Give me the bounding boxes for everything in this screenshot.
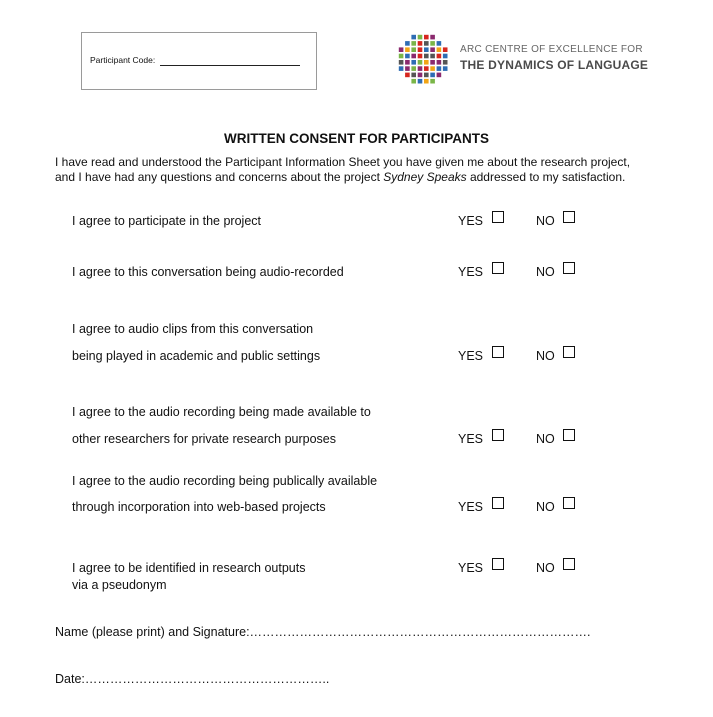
name-signature-field[interactable]: Name (please print) and Signature:……………………………………………………………………….: [55, 625, 591, 639]
logo-tile: [399, 47, 404, 52]
logo-tile: [430, 41, 435, 46]
logo-tile: [424, 54, 429, 59]
participant-code-field[interactable]: [160, 65, 300, 66]
participant-code-label: Participant Code:: [90, 55, 156, 65]
no-checkbox-5[interactable]: [563, 497, 575, 509]
logo-text-line2: THE DYNAMICS OF LANGUAGE: [460, 58, 649, 72]
intro-line-2-start: and I have had any questions and concerns about the project: [55, 170, 384, 184]
no-label-3: NO: [536, 349, 555, 363]
logo-tile: [418, 41, 423, 46]
logo-tile: [430, 35, 435, 40]
logo-tile: [405, 41, 410, 46]
logo-tile: [411, 60, 416, 65]
logo-tile: [405, 66, 410, 71]
yes-checkbox-4[interactable]: [492, 429, 504, 441]
logo-tile: [405, 73, 410, 78]
intro-line-2: [55, 170, 625, 184]
consent-statement-2: I agree to this conversation being audio-recorded: [72, 265, 344, 279]
logo-tile: [411, 35, 416, 40]
logo-tile: [437, 41, 442, 46]
logo-tile: [418, 35, 423, 40]
logo-tile: [411, 66, 416, 71]
logo-tile: [424, 73, 429, 78]
no-checkbox-6[interactable]: [563, 558, 575, 570]
no-label-6: NO: [536, 561, 555, 575]
logo-tile: [443, 47, 448, 52]
logo-tile: [411, 41, 416, 46]
yes-label-5: YES: [458, 500, 484, 514]
no-label-5: NO: [536, 500, 555, 514]
logo-tile: [437, 66, 442, 71]
logo-tile: [424, 66, 429, 71]
logo-tile: [418, 79, 423, 84]
logo-tile: [405, 54, 410, 59]
logo-tile: [418, 60, 423, 65]
logo-tile: [399, 54, 404, 59]
logo-tile: [424, 41, 429, 46]
logo-text-line1: ARC CENTRE OF EXCELLENCE FOR: [460, 44, 643, 55]
logo-tile: [399, 66, 404, 71]
arc-centre-logo-icon: [398, 34, 450, 86]
no-label-1: NO: [536, 214, 555, 228]
logo-tile: [424, 47, 429, 52]
logo-tile: [418, 66, 423, 71]
logo-tile: [430, 47, 435, 52]
participant-code-box: [81, 32, 317, 90]
logo-tile: [411, 47, 416, 52]
logo-tile: [418, 54, 423, 59]
logo-tile: [437, 73, 442, 78]
logo-tile: [443, 66, 448, 71]
intro-line-2-end: addressed to my satisfaction.: [466, 170, 626, 184]
page-title: WRITTEN CONSENT FOR PARTICIPANTS: [224, 131, 489, 146]
date-field[interactable]: Date:…………………………………………………..: [55, 672, 330, 686]
consent-statement-5-line-2: through incorporation into web-based projects: [72, 500, 326, 514]
no-checkbox-1[interactable]: [563, 211, 575, 223]
consent-statement-3-line-2: being played in academic and public settings: [72, 349, 321, 363]
logo-tile: [430, 60, 435, 65]
yes-label-2: YES: [458, 265, 484, 279]
consent-statement-6-line-2: via a pseudonym: [72, 578, 167, 592]
consent-statement-6-line-1: I agree to be identified in research outputs: [72, 561, 306, 575]
yes-checkbox-2[interactable]: [492, 262, 504, 274]
consent-statement-4-line-1: I agree to the audio recording being made available to: [72, 405, 371, 419]
consent-statement-5-line-1: I agree to the audio recording being publically available: [72, 474, 378, 488]
logo-tile: [430, 79, 435, 84]
logo-tile: [437, 47, 442, 52]
no-checkbox-3[interactable]: [563, 346, 575, 358]
yes-label-1: YES: [458, 214, 484, 228]
logo-tile: [437, 60, 442, 65]
intro-line-1: I have read and understood the Participant Information Sheet you have given me about the research project,: [55, 155, 631, 169]
yes-label-3: YES: [458, 349, 484, 363]
logo-tile: [437, 54, 442, 59]
project-name: Sydney Speaks: [383, 170, 467, 184]
consent-statement-1: I agree to participate in the project: [72, 214, 262, 228]
logo-tile: [424, 60, 429, 65]
logo-tile: [405, 47, 410, 52]
logo-tile: [405, 60, 410, 65]
no-label-2: NO: [536, 265, 555, 279]
logo-tile: [411, 79, 416, 84]
yes-checkbox-5[interactable]: [492, 497, 504, 509]
logo-tile: [443, 60, 448, 65]
yes-checkbox-3[interactable]: [492, 346, 504, 358]
logo-tile: [418, 73, 423, 78]
yes-label-6: YES: [458, 561, 484, 575]
no-checkbox-2[interactable]: [563, 262, 575, 274]
logo-tile: [430, 73, 435, 78]
no-label-4: NO: [536, 432, 555, 446]
consent-statement-4-line-2: other researchers for private research purposes: [72, 432, 337, 446]
logo-tile: [424, 79, 429, 84]
logo-tile: [430, 66, 435, 71]
yes-checkbox-1[interactable]: [492, 211, 504, 223]
logo-tile: [411, 73, 416, 78]
logo-tile: [430, 54, 435, 59]
logo-tile: [424, 35, 429, 40]
no-checkbox-4[interactable]: [563, 429, 575, 441]
yes-label-4: YES: [458, 432, 484, 446]
logo-tile: [399, 60, 404, 65]
logo-tile: [411, 54, 416, 59]
consent-statement-3-line-1: I agree to audio clips from this conversation: [72, 322, 314, 336]
yes-checkbox-6[interactable]: [492, 558, 504, 570]
logo-tile: [443, 54, 448, 59]
logo-tile: [418, 47, 423, 52]
